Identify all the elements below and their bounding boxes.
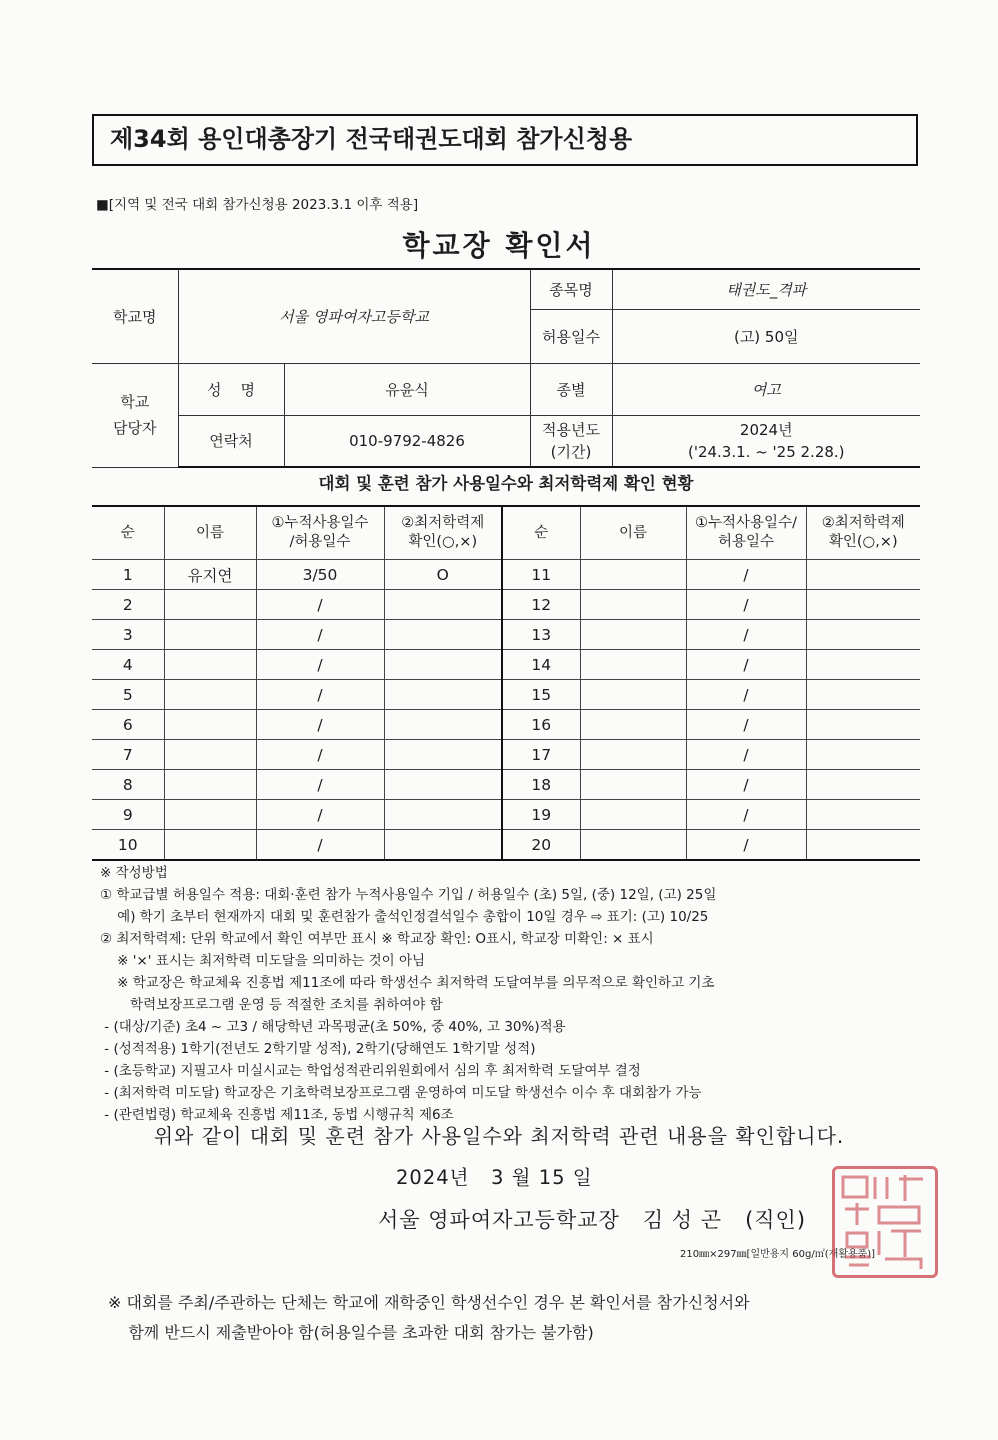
row-days: 3/50 (256, 560, 384, 590)
row-academic (384, 650, 502, 680)
row-no: 8 (92, 770, 164, 800)
confirmation-statement: 위와 같이 대회 및 훈련 참가 사용일수와 최저학력 관련 내용을 확인합니다. (153, 1124, 845, 1148)
row-no: 10 (92, 830, 164, 861)
header-no-2: 순 (502, 506, 580, 560)
row-academic-2 (806, 680, 920, 710)
instruction-line: ※ '×' 표시는 최저학력 미도달을 의미하는 것이 아님 (100, 953, 426, 969)
row-name (164, 710, 256, 740)
table-row (92, 830, 920, 861)
official-seal-icon (832, 1166, 938, 1278)
footer-line: 함께 반드시 제출받아야 함(허용일수를 초과한 대회 참가는 불가함) (108, 1323, 594, 1342)
event-value: 태권도_격파 (612, 269, 920, 309)
applicability-note: ■[지역 및 전국 대회 참가신청용 2023.3.1 이후 적용] (96, 197, 419, 213)
row-name (164, 740, 256, 770)
header-academic: ②최저학력제 확인(○,×) (384, 506, 502, 560)
school-value: 서울 영파여자고등학교 (178, 269, 530, 363)
table-row (92, 710, 920, 740)
row-days: / (256, 620, 384, 650)
row-no-2: 19 (502, 800, 580, 830)
row-academic (384, 800, 502, 830)
row-days-2: / (686, 800, 806, 830)
instruction-line: 학력보장프로그램 운영 등 적절한 조치를 취하여야 함 (100, 997, 443, 1013)
paper-spec: 210㎜×297㎜[일반용지 60g/㎡(재활용품)] (680, 1249, 876, 1260)
row-academic-2 (806, 560, 920, 590)
row-no-2: 12 (502, 590, 580, 620)
row-days-2: / (686, 650, 806, 680)
instruction-line: - (최저학력 미도달) 학교장은 기초학력보장프로그램 운영하여 미도달 학생선수 이수 후 대회참가 가능 (100, 1085, 702, 1101)
row-academic-2 (806, 590, 920, 620)
row-no: 6 (92, 710, 164, 740)
row-academic-2 (806, 800, 920, 830)
allowed-days-label: 허용일수 (530, 309, 612, 363)
row-academic-2 (806, 770, 920, 800)
row-name-2 (580, 590, 686, 620)
gender-label: 종별 (530, 363, 612, 415)
row-no: 4 (92, 650, 164, 680)
instruction-line: 예) 학기 초부터 현재까지 대회 및 훈련참가 출석인정결석일수 총합이 10일 경우 ⇨ 표기: (고) 10/25 (100, 909, 709, 925)
row-no-2: 11 (502, 560, 580, 590)
header-days-2: ①누적사용일수/ 허용일수 (686, 506, 806, 560)
issue-date: 2024년 3 월 15 일 (396, 1166, 593, 1189)
allowed-days-value: (고) 50일 (612, 309, 920, 363)
table-row (92, 620, 920, 650)
row-academic (384, 620, 502, 650)
row-days: / (256, 650, 384, 680)
name-value: 유윤식 (284, 363, 530, 415)
name-label: 성 명 (178, 363, 284, 415)
row-days-2: / (686, 590, 806, 620)
row-no: 5 (92, 680, 164, 710)
instruction-line: - (초등학교) 지필고사 미실시교는 학업성적관리위원회에서 심의 후 최저학력 도달여부 결정 (100, 1063, 641, 1079)
row-name-2 (580, 800, 686, 830)
row-no: 1 (92, 560, 164, 590)
header-name: 이름 (164, 506, 256, 560)
row-name-2 (580, 680, 686, 710)
table-row (92, 680, 920, 710)
row-name-2 (580, 650, 686, 680)
header-name-2: 이름 (580, 506, 686, 560)
footer-note (108, 1288, 928, 1348)
contact-value: 010-9792-4826 (284, 415, 530, 467)
row-days: / (256, 740, 384, 770)
row-academic (384, 590, 502, 620)
row-days: / (256, 830, 384, 861)
row-academic-2 (806, 740, 920, 770)
row-no: 3 (92, 620, 164, 650)
row-days-2: / (686, 770, 806, 800)
row-name-2 (580, 770, 686, 800)
instruction-line: - (대상/기준) 초4 ~ 고3 / 해당학년 과목평균(초 50%, 중 40%, 고 30%)적용 (100, 1019, 566, 1035)
table-row (92, 740, 920, 770)
instruction-line: ※ 작성방법 (100, 865, 168, 881)
row-no-2: 14 (502, 650, 580, 680)
row-days: / (256, 680, 384, 710)
row-name-2 (580, 830, 686, 861)
row-no-2: 15 (502, 680, 580, 710)
row-days-2: / (686, 710, 806, 740)
row-academic (384, 740, 502, 770)
instruction-line: - (관련법령) 학교체육 진흥법 제11조, 동법 시행규칙 제6조 (100, 1107, 454, 1123)
header-academic-2: ②최저학력제 확인(○,×) (806, 506, 920, 560)
row-name (164, 770, 256, 800)
footer-line: ※ 대회를 주최/주관하는 단체는 학교에 재학중인 학생선수인 경우 본 확인서를 참가신청서와 (108, 1293, 750, 1312)
school-info-table (92, 268, 920, 468)
school-label: 학교명 (92, 269, 178, 363)
row-academic (384, 830, 502, 861)
row-academic (384, 770, 502, 800)
contact-label: 연락처 (178, 415, 284, 467)
instructions (100, 862, 925, 1126)
row-academic (384, 680, 502, 710)
row-academic: O (384, 560, 502, 590)
row-no-2: 18 (502, 770, 580, 800)
row-days-2: / (686, 740, 806, 770)
table-row (92, 560, 920, 590)
table-row (92, 590, 920, 620)
row-no: 9 (92, 800, 164, 830)
row-days-2: / (686, 620, 806, 650)
gender-value: 여고 (612, 363, 920, 415)
table-header-row (92, 506, 920, 560)
row-no-2: 13 (502, 620, 580, 650)
row-days: / (256, 710, 384, 740)
row-academic-2 (806, 620, 920, 650)
instruction-line: ② 최저학력제: 단위 학교에서 확인 여부만 표시 ※ 학교장 확인: O표시, 학교장 미확인: × 표시 (100, 931, 654, 947)
row-days-2: / (686, 830, 806, 861)
event-label: 종목명 (530, 269, 612, 309)
row-name-2 (580, 620, 686, 650)
row-no: 7 (92, 740, 164, 770)
row-no-2: 20 (502, 830, 580, 861)
instruction-line: ※ 학교장은 학교체육 진흥법 제11조에 따라 학생선수 최저학력 도달여부를 의무적으로 확인하고 기초 (100, 975, 715, 991)
header-days: ①누적사용일수 /허용일수 (256, 506, 384, 560)
year-value: 2024년 ('24.3.1. ~ '25 2.28.) (612, 415, 920, 467)
row-academic-2 (806, 710, 920, 740)
row-days: / (256, 590, 384, 620)
table-row (92, 800, 920, 830)
manager-label: 학교 담당자 (92, 363, 178, 467)
row-name-2 (580, 710, 686, 740)
form-banner: 제34회 용인대총장기 전국태권도대회 참가신청용 (92, 114, 918, 166)
row-name (164, 800, 256, 830)
row-name (164, 590, 256, 620)
row-academic-2 (806, 650, 920, 680)
row-name-2 (580, 740, 686, 770)
row-days-2: / (686, 560, 806, 590)
table-row (92, 770, 920, 800)
instruction-line: ① 학교급별 허용일수 적용: 대회·훈련 참가 누적사용일수 기입 / 허용일수 (초) 5일, (중) 12일, (고) 25일 (100, 887, 717, 903)
header-no: 순 (92, 506, 164, 560)
principal-signature-line: 서울 영파여자고등학교장 김 성 곤 (직인) (378, 1208, 807, 1232)
year-label: 적용년도 (기간) (530, 415, 612, 467)
row-name (164, 650, 256, 680)
table-title: 대회 및 훈련 참가 사용일수와 최저학력제 확인 현황 (318, 474, 694, 493)
row-no: 2 (92, 590, 164, 620)
document-title: 학교장 확인서 (402, 229, 596, 262)
row-name (164, 680, 256, 710)
row-days: / (256, 800, 384, 830)
row-no-2: 16 (502, 710, 580, 740)
row-name: 유지연 (164, 560, 256, 590)
row-academic (384, 710, 502, 740)
participation-table (92, 505, 920, 861)
row-name-2 (580, 560, 686, 590)
row-days-2: / (686, 680, 806, 710)
table-row (92, 650, 920, 680)
row-name (164, 830, 256, 861)
row-no-2: 17 (502, 740, 580, 770)
row-name (164, 620, 256, 650)
row-academic-2 (806, 830, 920, 861)
row-days: / (256, 770, 384, 800)
instruction-line: - (성적적용) 1학기(전년도 2학기말 성적), 2학기(당해연도 1학기말 성적) (100, 1041, 536, 1057)
